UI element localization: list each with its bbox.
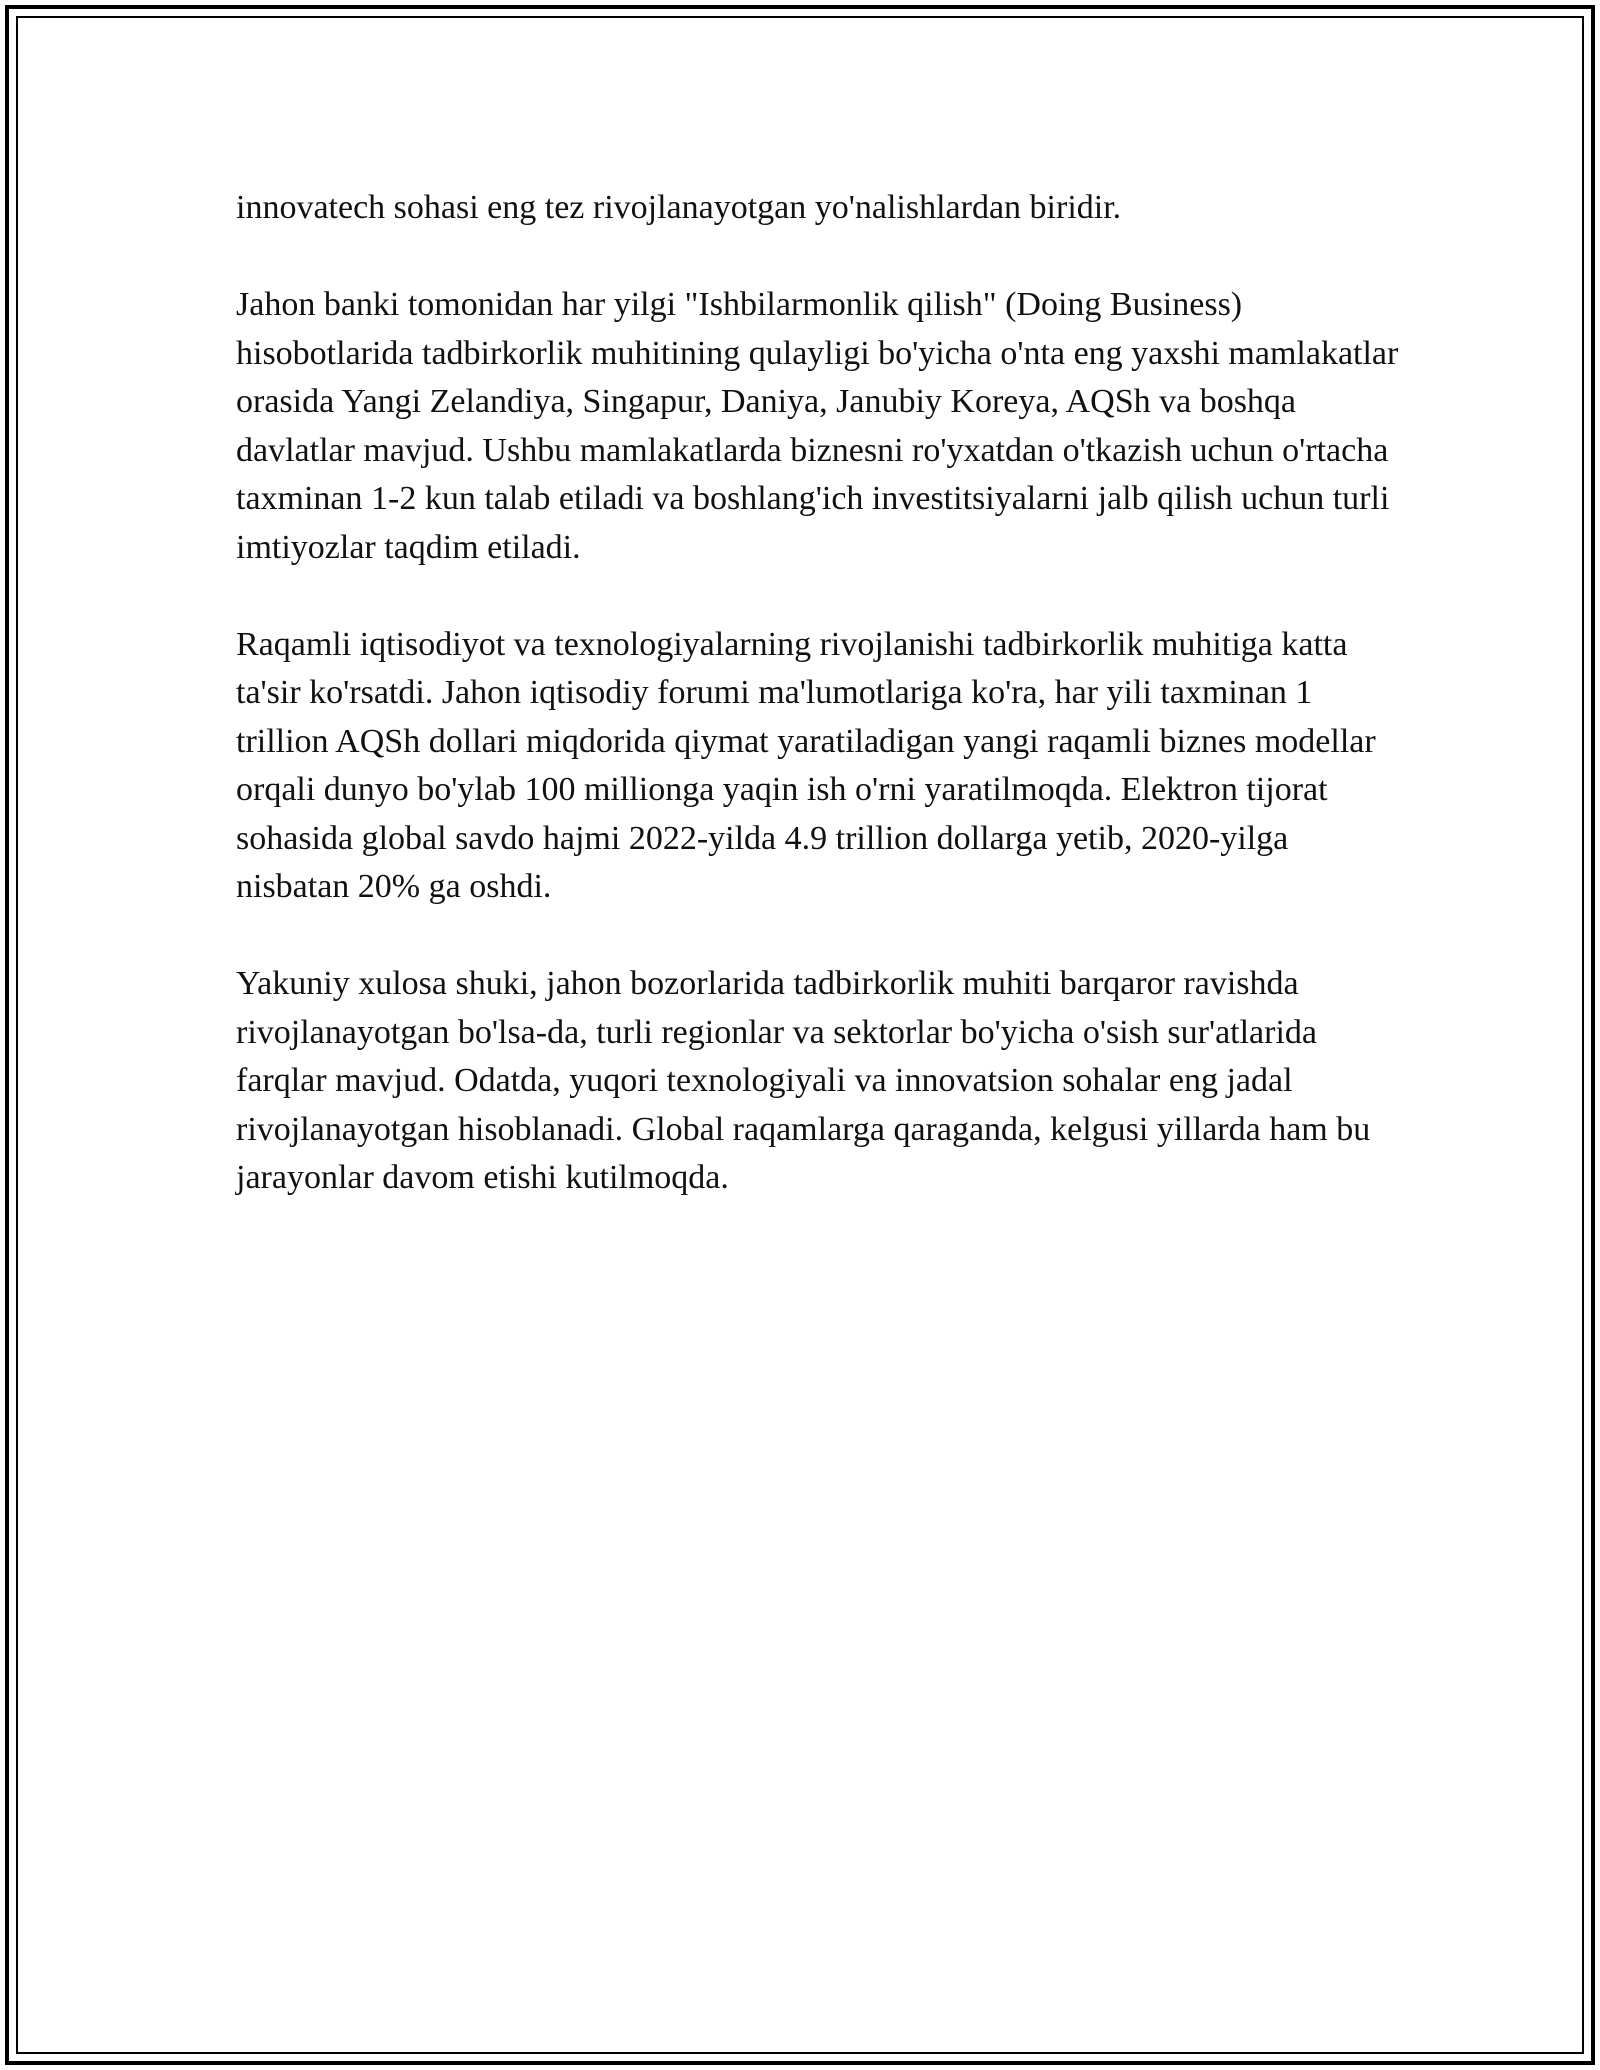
paragraph-continuation: innovatech sohasi eng tez rivojlanayotgan yo'nalishlardan biridir. bbox=[236, 189, 1122, 226]
paragraph-conclusion: Yakuniy xulosa shuki, jahon bozorlarida tadbirkorlik muhiti barqaror ravishda rivojlanayotgan bo'lsa-da, turli regionlar va sektorlar bo'yicha o'sish sur'atlarida farqlar mavjud. Odatda, yuqori texnologiyali va innovatsion sohalar eng jadal rivojlanayotgan hisoblanadi. Global raqamlarga qaraganda, kelgusi yillarda ham bu jarayonlar davom etishi kutilmoqda. bbox=[236, 965, 1371, 1196]
paragraph-digital-economy: Raqamli iqtisodiyot va texnologiyalarning rivojlanishi tadbirkorlik muhitiga katta ta'sir ko'rsatdi. Jahon iqtisodiy forumi ma'lumotlariga ko'ra, har yili taxminan 1 trillion AQSh dollari miqdorida qiymat yaratiladigan yangi raqamli biznes modellar orqali dunyo bo'ylab 100 millionga yaqin ish o'rni yaratilmoqda. Elektron tijorat sohasida global savdo hajmi 2022-yilda 4.9 trillion dollarga yetib, 2020-yilga nisbatan 20% ga oshdi. bbox=[236, 625, 1376, 905]
paragraph-doing-business: Jahon banki tomonidan har yilgi "Ishbilarmonlik qilish" (Doing Business) hisobotlarida tadbirkorlik muhitining qulayligi bo'yicha o'nta eng yaxshi mamlakatlar orasida Yangi Zelandiya, Singapur, Daniya, Janubiy Koreya, AQSh va boshqa davlatlar mavjud. Ushbu mamlakatlarda biznesni ro'yxatdan o'tkazish uchun o'rtacha taxminan 1-2 kun talab etiladi va boshlang'ich investitsiyalarni jalb qilish uchun turli imtiyozlar taqdim etiladi. bbox=[236, 286, 1399, 566]
document-body bbox=[236, 184, 1406, 1251]
